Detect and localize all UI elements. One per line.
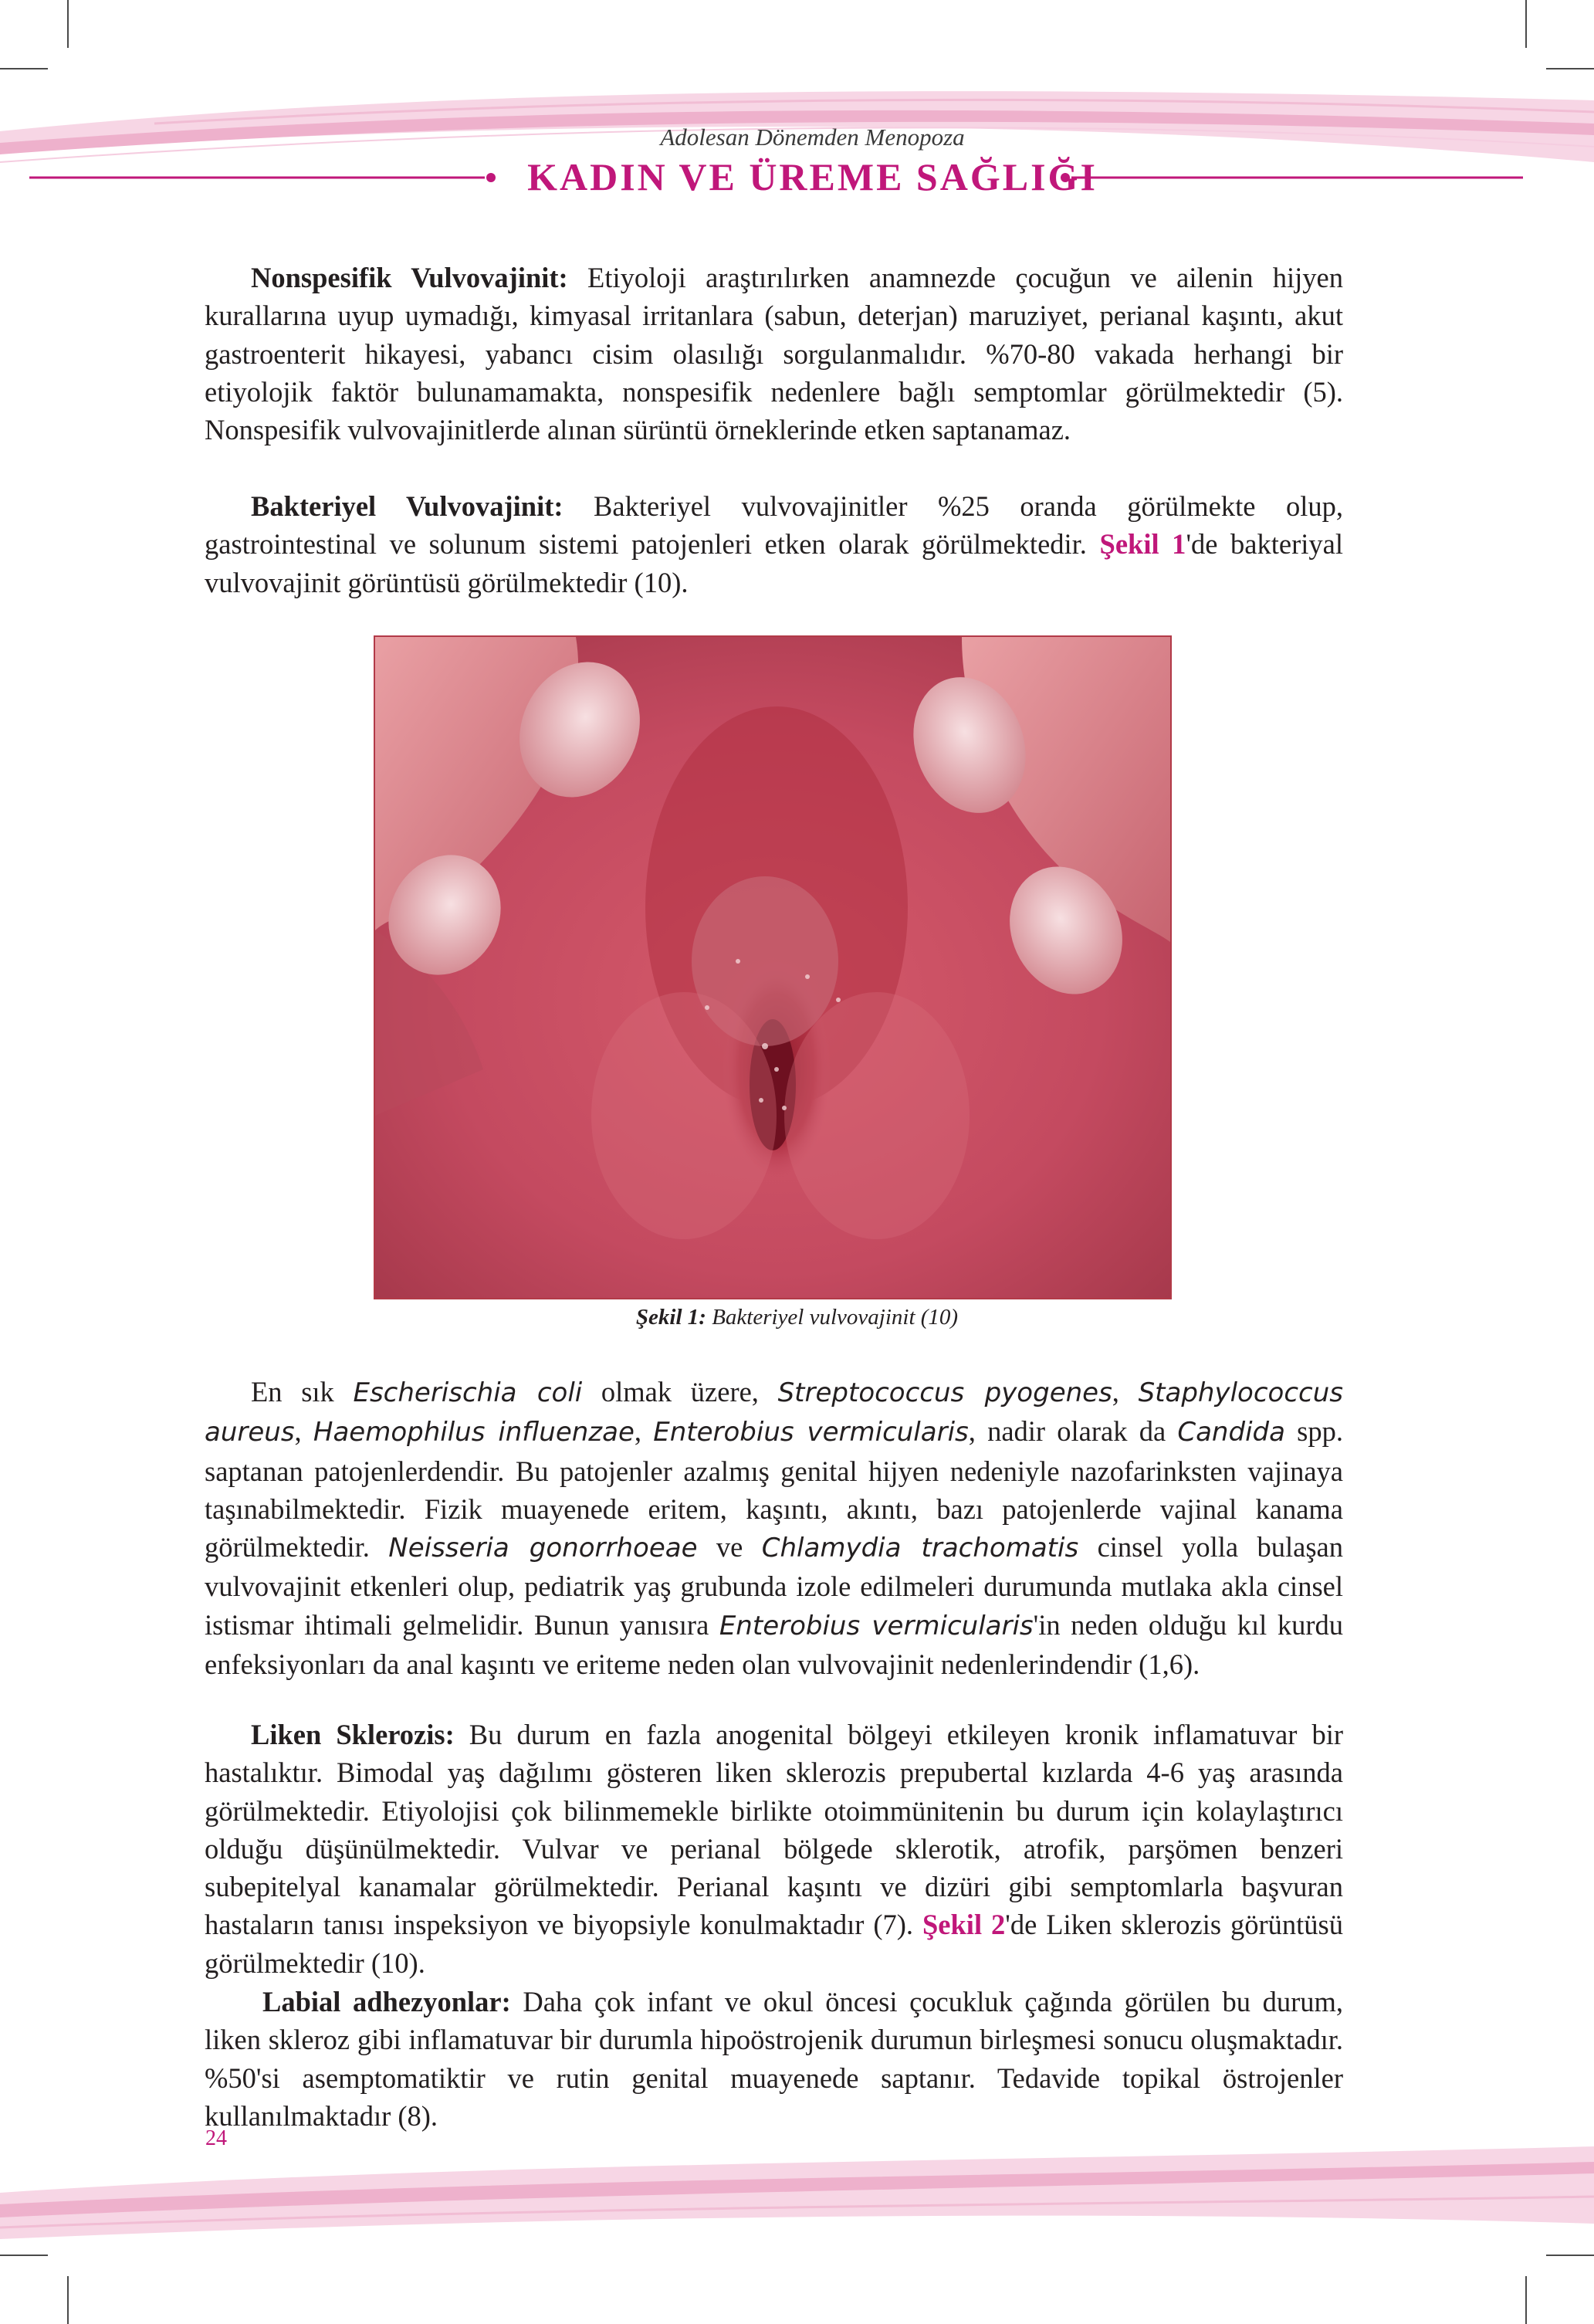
crop-mark: [1525, 0, 1527, 48]
paragraph-text: , nadir olarak da: [968, 1415, 1178, 1448]
footer-swoosh: [0, 2131, 1594, 2247]
crop-mark: [67, 2276, 69, 2324]
paragraph-nonspesifik: [205, 259, 1343, 449]
paragraph-pathogens: [205, 1373, 1343, 1683]
paragraph-text: Bakteriyel vulvovajinitler %25 oranda görülmekte olup, gastrointestinal ve solunum sistemi patojenleri etken olarak görülmektedir.: [205, 490, 1343, 561]
header-title: KADIN VE ÜREME SAĞLIĞI: [527, 155, 1098, 198]
species-name: Neisseria gonorrhoeae: [388, 1533, 698, 1564]
figure-reference-link[interactable]: Şekil 2: [922, 1909, 1006, 1941]
section-heading: Labial adhezyonlar:: [262, 1986, 511, 2017]
species-name: Enterobius vermicularis: [653, 1417, 969, 1448]
crop-mark: [1546, 68, 1594, 69]
crop-mark: [0, 68, 48, 69]
paragraph-text: spp. saptanan patojenlerdendir. Bu patojenler azalmış genital hijyen nedeniyle nazofarinksten vajinaya taşınabilmektedir. Fizik muayenede eritem, kaşıntı, akıntı, bazı patojenlerde vajinal kanama görülmektedir.: [205, 1415, 1343, 1563]
header-subtitle: Adolesan Dönemden Menopoza: [660, 124, 965, 151]
paragraph-text: Bu durum en fazla anogenital bölgeyi etkileyen kronik inflamatuvar bir hastalıktır. Bimodal yaş dağılımı gösteren liken sklerozis prepubertal kızlarda 4-6 yaş arasında görülmektedir. Etiyolojisi çok bilinmemekle birlikte otoimmünitenin bu durum için kolaylaştırıcı olduğu düşünülmektedir. Vulvar ve perianal bölgede sklerotik, atrofik, parşömen benzeri subepitelyal kanamalar görülmektedir. Perianal kaşıntı ve dizüri gibi semptomlarla başvuran hastaların tanısı inspeksiyon ve biyopsiyle konulmaktadır (7).: [205, 1719, 1343, 1941]
paragraph-text: 'de bakteriyal vulvovajinit görüntüsü görülmektedir (10).: [205, 528, 1343, 598]
figure-image: [374, 635, 1172, 1299]
species-name: Streptococcus pyogenes: [777, 1377, 1112, 1408]
figure-reference-link[interactable]: Şekil 1: [1099, 528, 1186, 561]
crop-mark: [0, 2255, 48, 2256]
section-heading: Nonspesifik Vulvovajinit:: [251, 262, 568, 293]
crop-mark: [67, 0, 69, 48]
figure-caption: [0, 1305, 1594, 1330]
figure-caption-text: Bakteriyel vulvovajinit (10): [706, 1305, 959, 1330]
species-name: Escherischia coli: [353, 1377, 583, 1408]
paragraph-text: olmak üzere,: [582, 1376, 778, 1408]
species-name: Staphylococcus aureus: [205, 1377, 1343, 1448]
paragraph-text: Daha çok infant ve okul öncesi çocukluk çağında görülen bu durum, liken skleroz gibi inflamatuvar bir durumla hipoöstrojenik durumun birleşmesi sonucu oluşmaktadır. %50'si asemptomatiktir ve rutin genital muayenede saptanır. Tedavide topikal östrojenler kullanılmaktadır (8).: [205, 1986, 1343, 2132]
species-name: Chlamydia trachomatis: [761, 1533, 1079, 1564]
figure-caption-label: Şekil 1:: [635, 1305, 706, 1330]
crop-mark: [1546, 2255, 1594, 2256]
crop-mark: [1525, 2276, 1527, 2324]
clinical-photo: [375, 637, 1170, 1298]
page-number: 24: [205, 2126, 227, 2150]
paragraph-liken-sklerozis: [205, 1716, 1343, 1982]
species-name: Candida: [1177, 1417, 1285, 1448]
paragraph-text: ,: [1112, 1376, 1139, 1408]
paragraph-bakteriyel: [205, 487, 1343, 601]
paragraph-text: ,: [634, 1415, 654, 1448]
species-name: Haemophilus influenzae: [313, 1417, 635, 1448]
paragraph-text: En sık: [251, 1376, 354, 1408]
section-heading: Liken Sklerozis:: [251, 1719, 455, 1750]
paragraph-text: Etiyoloji araştırılırken anamnezde çocuğun ve ailenin hijyen kurallarına uyup uymadığı, kimyasal irritanlara (sabun, deterjan) maruziyet, perianal kaşıntı, akut gastroenterit hikayesi, yabancı cisim olasılığı sorgulanmalıdır. %70-80 vakada herhangi bir etiyolojik faktör bulunamamakta, nonspesifik nedenlere bağlı semptomlar görülmektedir (5). Nonspesifik vulvovajinitlerde alınan sürüntü örneklerinde etken saptanamaz.: [205, 262, 1343, 446]
paragraph-text: 'de Liken sklerozis görüntüsü görülmektedir (10).: [205, 1909, 1343, 1979]
paragraph-text: ve: [697, 1531, 762, 1563]
species-name: Enterobius vermicularis: [719, 1610, 1034, 1641]
paragraph-text: 'in neden olduğu kıl kurdu enfeksiyonları da anal kaşıntı ve eriteme neden olan vulvovajinit nedenlerindendir (1,6).: [205, 1608, 1344, 1681]
paragraph-labial-adhezyonlar: [205, 1983, 1343, 2135]
paragraph-text: cinsel yolla bulaşan vulvovajinit etkenleri olup, pediatrik yaş grubunda izole edilmeleri durumunda mutlaka akla cinsel istismar ihtimali gelmelidir. Bunun yanısıra: [205, 1531, 1343, 1641]
paragraph-text: ,: [294, 1415, 313, 1448]
section-heading: Bakteriyel Vulvovajinit:: [251, 490, 563, 522]
